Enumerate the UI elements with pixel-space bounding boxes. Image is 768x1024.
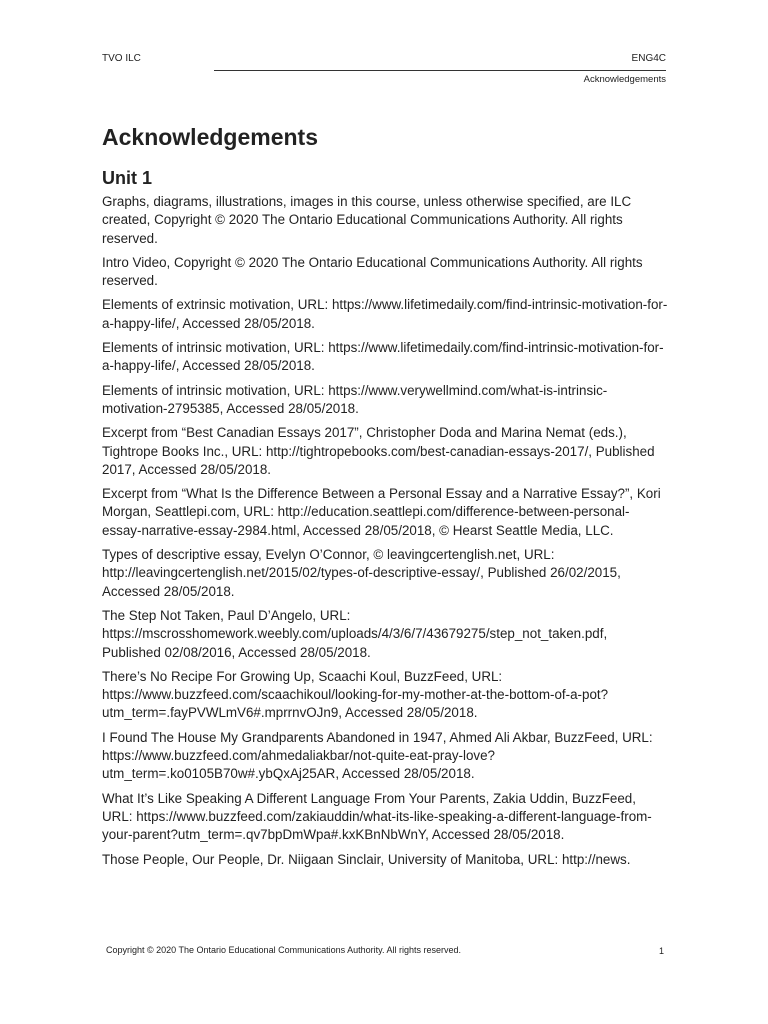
acknowledgement-entry: Excerpt from “What Is the Difference Between a Personal Essay and a Narrative Essay?”, Kori Morgan, Seattlepi.com, URL: http://education.seattlepi.com/difference-between-personal-essay-narrative-essay-2984.html, Accessed 28/05/2018, © Hearst Seattle Media, LLC. [102,486,661,538]
header-section-label: Acknowledgements [583,74,666,85]
acknowledgement-entry: Types of descriptive essay, Evelyn O’Connor, © leavingcertenglish.net, URL: http://leavingcertenglish.net/2015/02/types-of-descriptive-essay/, Published 26/02/2015, Accessed 28/05/2018. [102,547,621,599]
acknowledgement-entry: There’s No Recipe For Growing Up, Scaachi Koul, BuzzFeed, URL: https://www.buzzfeed.com/scaachikoul/looking-for-my-mother-at-the-bottom-of-a-pot?utm_term=.fayPVWLmV6#.mprrnvOJn9, Accessed 28/05/2018. [102,668,609,721]
page-number: 1 [658,946,664,956]
acknowledgement-entry: Excerpt from “Best Canadian Essays 2017”, Christopher Doda and Marina Nemat (eds.), Tightrope Books Inc., URL: http://tightropebooks.com/best-canadian-essays-2017/, Published 2017, Accessed 28/05/2018. [102,425,655,477]
acknowledgement-list [102,193,668,869]
acknowledgement-entry: Intro Video, Copyright © 2020 The Ontario Educational Communications Authority. All rights reserved. [102,254,643,289]
header-divider [214,70,666,71]
header-course-code: ENG4C [631,53,666,64]
page-content [102,122,668,875]
acknowledgement-entry: Those People, Our People, Dr. Niigaan Sinclair, University of Manitoba, URL: http://news. [102,851,631,867]
unit-heading: Unit 1 [102,168,153,188]
footer-copyright: Copyright © 2020 The Ontario Educational Communications Authority. All rights reserved. [106,945,461,955]
acknowledgement-entry: Graphs, diagrams, illustrations, images in this course, unless otherwise specified, are ILC created, Copyright © 2020 The Ontario Educational Communications Authority. All rights reserved. [102,194,632,246]
acknowledgement-entry: The Step Not Taken, Paul D’Angelo, URL: https://mscrosshomework.weebly.com/uploads/4/3/6/7/43679275/step_not_taken.pdf, Published 02/08/2016, Accessed 28/05/2018. [102,607,608,660]
acknowledgement-entry: I Found The House My Grandparents Abandoned in 1947, Ahmed Ali Akbar, BuzzFeed, URL: https://www.buzzfeed.com/ahmedaliakbar/not-quite-eat-pray-love?utm_term=.ko0105B70w#.ybQxAj25AR, Accessed 28/05/2018. [102,729,653,782]
acknowledgement-entry: Elements of extrinsic motivation, URL: https://www.lifetimedaily.com/find-intrinsic-motivation-for-a-happy-life/, Accessed 28/05/2018. [102,297,668,331]
acknowledgement-entry: Elements of intrinsic motivation, URL: https://www.lifetimedaily.com/find-intrinsic-motivation-for-a-happy-life/, Accessed 28/05/2018. [102,340,664,374]
header-course-provider: TVO ILC [102,53,141,64]
acknowledgement-entry: What It’s Like Speaking A Different Language From Your Parents, Zakia Uddin, BuzzFeed, URL: https://www.buzzfeed.com/zakiauddin/what-its-like-speaking-a-different-language-from-your-parent?utm_term=.qv7bpDmWpa#.kxKBnNbWnY, Accessed 28/05/2018. [102,790,652,843]
page-title: Acknowledgements [102,124,318,150]
acknowledgement-entry: Elements of intrinsic motivation, URL: https://www.verywellmind.com/what-is-intrinsic-motivation-2795385, Accessed 28/05/2018. [102,382,608,416]
